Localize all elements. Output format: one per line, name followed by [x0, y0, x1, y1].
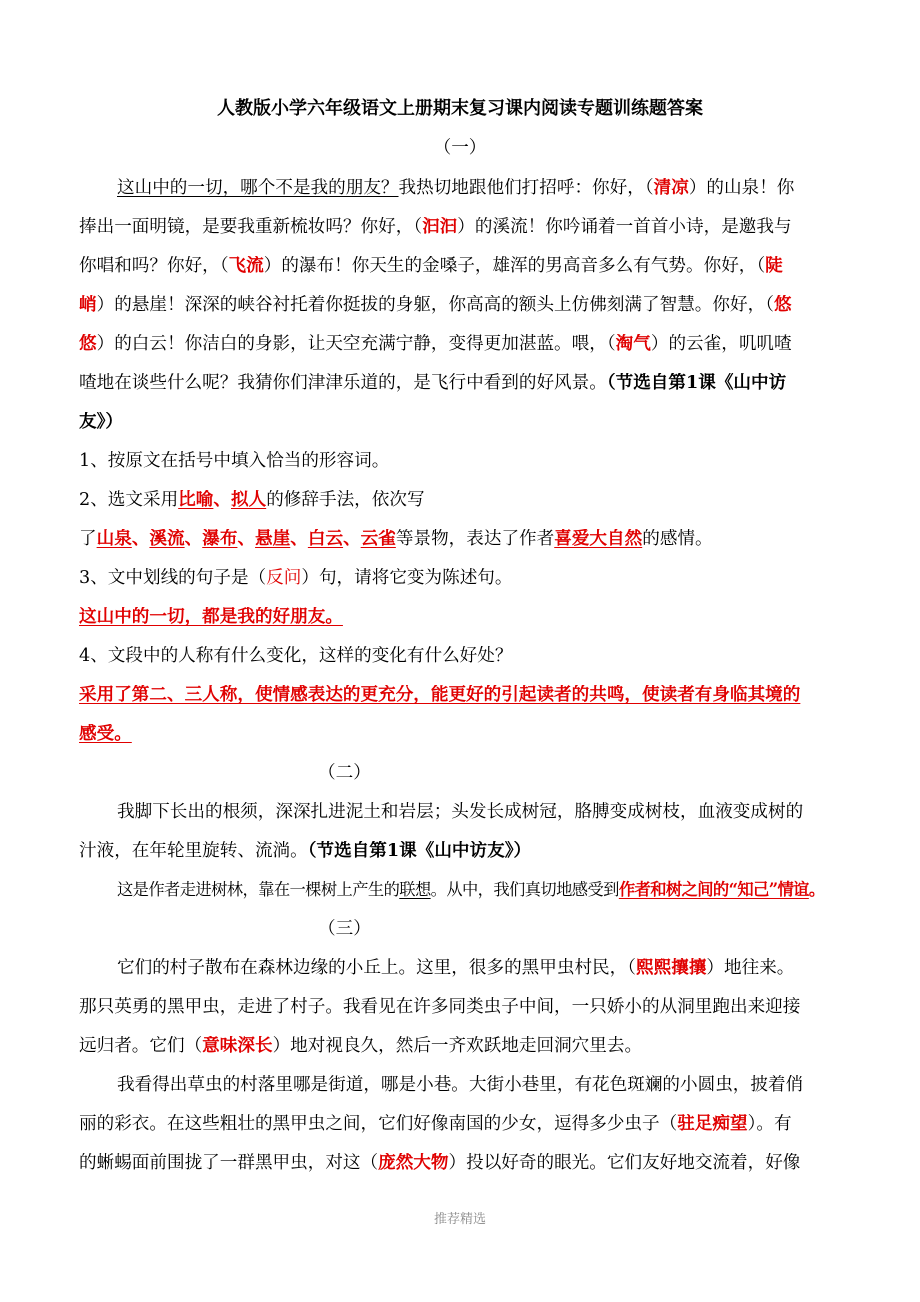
section-3-heading: （三） [318, 919, 371, 939]
passage-1-line-6: 喳地在谈些什么呢？我猜你们津津乐道的，是飞行中看到的好风景。（节选自第1课《山中访 [79, 373, 787, 393]
source-note: （节选自第1课《山中访友》） [307, 841, 532, 861]
question-1: 1、按原文在括号中填入恰当的形容词。 [79, 451, 390, 471]
answer-4-line-1: 采用了第二、三人称，使情感表达的更充分，能更好的引起读者的共鸣，使读者有身临其境的 [79, 685, 801, 705]
question-2: 2、选文采用比喻、拟人的修辞手法，依次写 [79, 490, 425, 510]
answer-word: 飞流 [228, 256, 264, 276]
passage-3-line-6: 的蜥蜴面前围拢了一群黑甲虫，对这（庞然大物）投以好奇的眼光。它们友好地交流着，好像 [79, 1153, 801, 1173]
document-title: 人教版小学六年级语文上册期末复习课内阅读专题训练题答案 [217, 98, 703, 119]
answer-word: 驻足痴望 [677, 1114, 748, 1134]
answer-word: 峭 [79, 295, 97, 315]
question-4: 4、文段中的人称有什么变化，这样的变化有什么好处？ [79, 646, 513, 666]
question-3: 3、文中划线的句子是（反问）句，请将它变为陈述句。 [79, 568, 513, 588]
answer-3: 这山中的一切，都是我的好朋友。 [79, 607, 343, 627]
answer-phrase: 作者和树之间的“知己”情谊 [618, 880, 809, 899]
section-2-heading: （二） [318, 763, 371, 783]
passage-3-line-3: 远归者。它们（意味深长）地对视良久，然后一齐欢跃地走回洞穴里去。 [79, 1036, 643, 1056]
passage-2-line-3: 这是作者走进树林，靠在一棵树上产生的联想。从中，我们真切地感受到作者和树之间的“知己”情谊。 [117, 880, 825, 899]
passage-1-line-2: 捧出一面明镜，是要我重新梳妆吗？你好，（汩汩）的溪流！你吟诵着一首首小诗，是邀我与 [79, 217, 792, 237]
answer-word: 悠 [79, 334, 97, 354]
passage-1-line-3: 你唱和吗？你好，（飞流）的瀑布！你天生的金嗓子，雄浑的男高音多么有气势。你好，（陡 [79, 256, 783, 276]
answer-4-line-2: 感受。 [79, 724, 132, 744]
answer-word: 意味深长 [202, 1036, 273, 1056]
passage-3-line-4: 我看得出草虫的村落里哪是街道，哪是小巷。大街小巷里，有花色斑斓的小圆虫，披着俏 [117, 1075, 804, 1095]
passage-1-line-7: 友》） [79, 412, 123, 432]
passage-1-line-5: 悠）的白云！你洁白的身影，让天空充满宁静，变得更加湛蓝。喂，（淘气）的云雀，叽叽喳 [79, 334, 792, 354]
passage-2-line-1: 我脚下长出的根须，深深扎进泥土和岩层；头发长成树冠，胳膊变成树枝，血液变成树的 [117, 802, 804, 822]
passage-1-line-4: 峭）的悬崖！深深的峡谷衬托着你挺拔的身躯，你高高的额头上仿佛刻满了智慧。你好，（悠 [79, 295, 792, 315]
answer-word: 清凉 [653, 178, 689, 198]
answer-word: 庞然大物 [378, 1153, 449, 1173]
answer-word: 汩汩 [422, 217, 458, 237]
page-footer: 推荐精选 [433, 1212, 486, 1227]
passage-1-line-1: 这山中的一切，哪个不是我的朋友？我热切地跟他们打招呼：你好，（清凉）的山泉！你 [117, 178, 795, 198]
answer-word: 悠 [773, 295, 792, 315]
underlined-sentence: 这山中的一切，哪个不是我的朋友？ [117, 178, 399, 198]
answer-word: 淘气 [615, 334, 651, 354]
passage-2-line-2: 汁液，在年轮里旋转、流淌。（节选自第1课《山中访友》） [79, 841, 532, 861]
answer-word: 陡 [765, 256, 783, 276]
passage-3-line-5: 丽的彩衣。在这些粗壮的黑甲虫之间，它们好像南国的少女，逗得多少虫子（驻足痴望）。有 [79, 1114, 792, 1134]
answer-word: 反问 [266, 568, 302, 588]
passage-3-line-2: 那只英勇的黑甲虫，走进了村子。我看见在许多同类虫子中间，一只娇小的从洞里跑出来迎接 [79, 997, 801, 1017]
answer-word: 熙熙攘攘 [636, 958, 707, 978]
passage-3-line-1: 它们的村子散布在森林边缘的小丘上。这里，很多的黑甲虫村民，（熙熙攘攘）地往来。 [117, 958, 795, 978]
source-note: （节选自第1课《山中访 [606, 373, 787, 393]
question-2-continued: 了山泉、溪流、瀑布、悬崖、白云、云雀等景物，表达了作者喜爱大自然的感情。 [79, 529, 713, 549]
section-1-heading: （一） [433, 138, 487, 158]
